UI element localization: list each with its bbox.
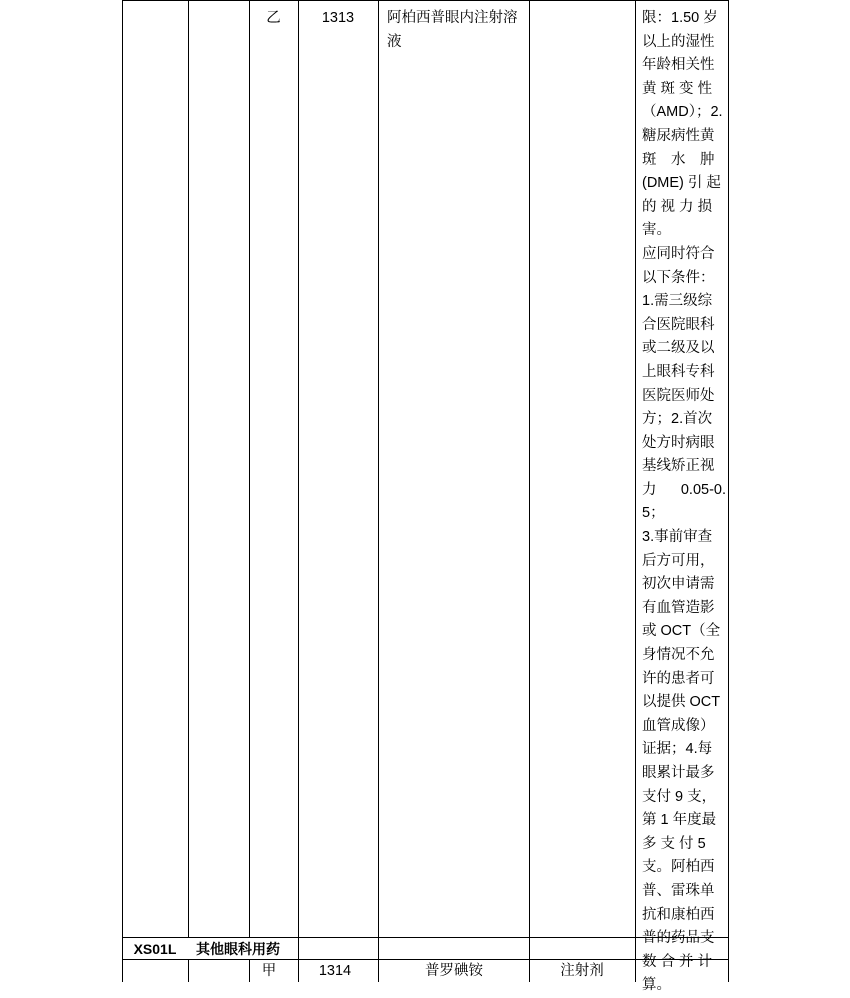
remark-line: 3.事前审查 (642, 529, 713, 546)
remark-line: 血管成像） (642, 717, 715, 734)
remark-line: 以下条件： (642, 269, 715, 286)
remark-line: 许的患者可 (642, 670, 715, 687)
col-border (635, 0, 636, 982)
drug-code: 1313 (321, 10, 355, 26)
drug-grade: 甲 (261, 963, 277, 979)
col-border (188, 960, 189, 982)
remark-line: 黄 斑 变 性 (642, 80, 713, 97)
remark-line: 算。 (642, 977, 671, 994)
remark-line: 1.需三级综 (642, 293, 713, 310)
remark-line: 年龄相关性 (642, 57, 715, 74)
remark-line: 力 0.05-0.5； (642, 481, 726, 522)
remark-line: 以上的湿性 (642, 33, 715, 50)
remark-line: 第 1 年度最 (642, 812, 717, 829)
drug-remark (642, 7, 726, 998)
drug-catalog-table (122, 0, 729, 994)
remark-line: 以提供 OCT (642, 694, 721, 711)
remark-line: 证据；4.每 (642, 741, 713, 758)
remark-line: 上眼科专科 (642, 363, 715, 380)
remark-line: 合医院眼科 (642, 316, 715, 333)
col-border (728, 0, 729, 982)
category-name: 其他眼科用药 (196, 941, 280, 957)
remark-line: 抗和康柏西 (642, 906, 715, 923)
col-border (378, 0, 379, 982)
remark-line: 眼累计最多 (642, 765, 715, 781)
remark-line: （AMD）；2. (642, 104, 723, 121)
col-border (298, 0, 299, 982)
drug-form: 注射剂 (560, 963, 604, 979)
remark-line: 支。阿柏西 (642, 859, 715, 876)
remark-line: 或二级及以 (642, 340, 715, 357)
remark-line: 身情况不允 (642, 647, 715, 664)
remark-line: 限：1.50 岁 (642, 10, 718, 26)
remark-line: 斑 水 肿 (642, 151, 715, 168)
remark-line: 后方可用， (642, 552, 715, 569)
remark-line: 支付 9 支， (642, 788, 717, 805)
col-border (188, 0, 189, 938)
col-border (249, 0, 250, 938)
remark-line: 或 OCT（全 (642, 623, 721, 640)
remark-line: 医院医师处 (642, 387, 715, 404)
remark-line: 方；2.首次 (642, 411, 713, 428)
remark-line: 糖尿病性黄 (642, 127, 715, 144)
col-border (122, 0, 123, 982)
remark-line: 应同时符合 (642, 245, 715, 262)
drug-name: 阿柏西普眼内注射溶 液 (387, 10, 518, 50)
remark-line: 处方时病眼 (642, 434, 715, 451)
drug-code: 1314 (318, 963, 352, 979)
row-border (122, 0, 729, 1)
remark-line: 普的药品支 (642, 930, 715, 947)
drug-name: 普罗碘铵 (425, 963, 483, 979)
remark-line: 基线矫正视 (642, 458, 715, 475)
remark-line: 初次申请需 (642, 576, 715, 593)
drug-grade: 乙 (266, 10, 281, 26)
remark-line: 有血管造影 (642, 599, 715, 616)
remark-line: 数 合 并 计 (642, 953, 713, 970)
category-code: XS01L (133, 941, 177, 957)
remark-line: 多 支 付 5 (642, 835, 706, 852)
col-border (529, 0, 530, 982)
remark-line: 的 视 力 损 (642, 198, 713, 215)
remark-line: 普、雷珠单 (642, 882, 715, 899)
remark-line: 害。 (642, 222, 671, 239)
remark-line: (DME) 引 起 (642, 175, 721, 192)
